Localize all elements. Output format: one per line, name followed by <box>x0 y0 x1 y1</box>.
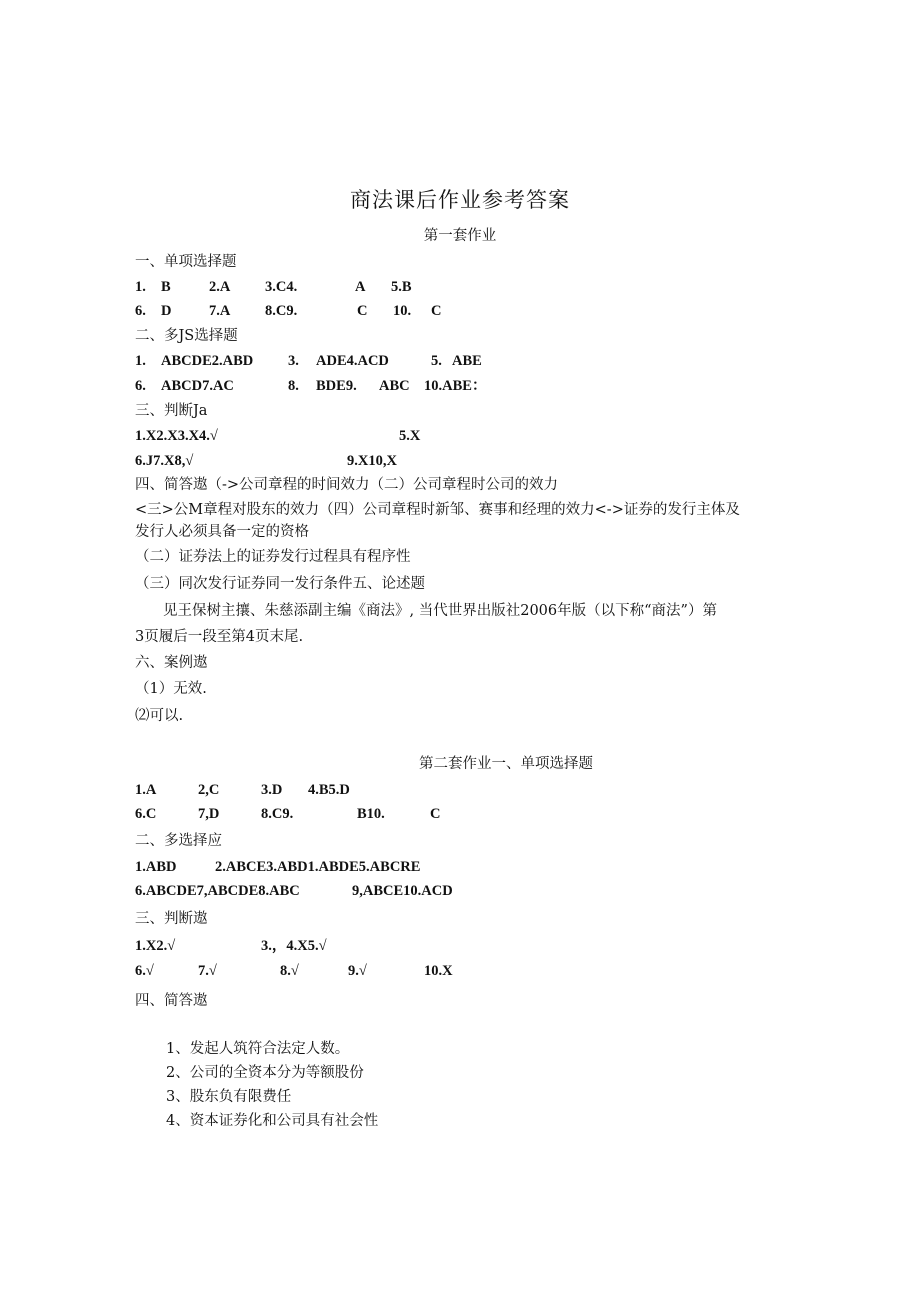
set2-single-choice-row1 <box>0 780 920 800</box>
answer-cell: 7.√ <box>198 963 217 979</box>
set1-single-choice-row1 <box>0 277 920 297</box>
set1-case-answer1: （1）无效. <box>135 681 207 697</box>
answer-cell: 8.C9. <box>265 303 298 319</box>
answer-cell: BDE9. <box>316 378 357 394</box>
answer-cell: B <box>161 279 171 295</box>
answer-cell: 4.B5.D <box>308 782 350 798</box>
answer-cell: 8. <box>288 378 299 394</box>
answer-cell: D <box>161 303 172 319</box>
set1-true-false-row1 <box>0 426 920 446</box>
set1-short-answer-line1: 四、简答遨（->公司章程的时间效力（二）公司章程时公司的效力 <box>135 477 559 493</box>
answer-cell: 7.A <box>209 303 231 319</box>
set1-essay-line1: 见王保树主攘、朱慈添副主编《商法》, 当代世界出版社2006年版（以下称“商法”）第 <box>163 603 717 619</box>
answer-cell: ABE <box>452 353 482 369</box>
list-item: 4、资本证券化和公司具有社会性 <box>166 1113 379 1129</box>
answer-cell: C <box>431 303 442 319</box>
answer-cell: 2.A <box>209 279 231 295</box>
document-title: 商法课后作业参考答案 <box>350 188 570 212</box>
answer-cell: 8.C9. <box>261 806 294 822</box>
set1-short-answer-line5: （三）同次发行证券同一发行条件五、论述题 <box>135 576 425 592</box>
answer-cell: 10.ABE： <box>424 378 487 394</box>
set1-short-answer-line3: 发行人必须具备一定的资格 <box>135 524 309 540</box>
list-item: 3、股东负有限费任 <box>166 1089 292 1105</box>
set1-true-false-heading: 三、判断Ja <box>135 403 208 419</box>
answer-cell: B10. <box>357 806 385 822</box>
set2-multi-choice-heading: 二、多选择应 <box>135 833 222 849</box>
answer-cell: 6.√ <box>135 963 154 979</box>
answer-cell: 6.ABCDE7,ABCDE8.ABC <box>135 883 300 899</box>
set1-multi-choice-heading: 二、多JS选择题 <box>135 328 238 344</box>
answer-cell: 1. <box>135 279 146 295</box>
answer-cell: 9.√ <box>348 963 367 979</box>
answer-cell: 5.B <box>391 279 412 295</box>
answer-cell: ABCDE2.ABD <box>161 353 254 369</box>
answer-cell: ABC <box>379 378 410 394</box>
set1-short-answer-line4: （二）证券法上的证券发行过程具有程序性 <box>135 549 411 565</box>
answer-cell: 3.，4.X5.√ <box>261 938 327 954</box>
set1-true-false-row2 <box>0 451 920 471</box>
set1-case-heading: 六、案例遨 <box>135 655 208 671</box>
answer-cell: 10.X <box>424 963 453 979</box>
set2-multi-choice-row1 <box>0 857 920 877</box>
answer-cell: C <box>357 303 368 319</box>
set2-true-false-row1 <box>0 936 920 956</box>
answer-cell: 3. <box>288 353 299 369</box>
answer-cell: 2,C <box>198 782 220 798</box>
list-item: 1、发起人筑符合法定人数。 <box>166 1041 350 1057</box>
answer-cell: 6. <box>135 378 146 394</box>
set1-multi-choice-row2 <box>0 376 920 396</box>
set1-case-answer2: ⑵可以. <box>135 708 184 724</box>
answer-cell: 5. <box>431 353 442 369</box>
answer-cell: 7,D <box>198 806 220 822</box>
answer-cell: 1.X2.√ <box>135 938 176 954</box>
set2-single-choice-row2 <box>0 804 920 824</box>
set2-short-answer-heading: 四、简答遨 <box>135 993 208 1009</box>
answer-cell: 2.ABCE3.ABD1.ABDE5.ABCRE <box>215 859 421 875</box>
answer-cell: 6.C <box>135 806 157 822</box>
answer-cell: 6.J7.X8,√ <box>135 453 194 469</box>
answer-cell: 1. <box>135 353 146 369</box>
answer-cell: 1.A <box>135 782 157 798</box>
answer-cell: 9,ABCE10.ACD <box>352 883 453 899</box>
answer-cell: ABCD7.AC <box>161 378 234 394</box>
set1-single-choice-row2 <box>0 301 920 321</box>
set2-true-false-row2 <box>0 961 920 981</box>
answer-cell: 1.ABD <box>135 859 177 875</box>
answer-cell: 5.X <box>399 428 421 444</box>
answer-cell: A <box>355 279 366 295</box>
set2-multi-choice-row2 <box>0 881 920 901</box>
answer-cell: 3.C4. <box>265 279 298 295</box>
answer-cell: 6. <box>135 303 146 319</box>
answer-cell: 3.D <box>261 782 283 798</box>
list-item: 2、公司的全资本分为等额股份 <box>166 1065 364 1081</box>
answer-cell: C <box>430 806 441 822</box>
answer-cell: 9.X10,X <box>347 453 397 469</box>
answer-cell: ADE4.ACD <box>316 353 389 369</box>
answer-cell: 8.√ <box>280 963 299 979</box>
set1-short-answer-line2: <三>公M章程对股东的效力（四）公司章程时新邹、赛事和经理的效力<->证券的发行主体及 <box>135 502 740 518</box>
answer-cell: 1.X2.X3.X4.√ <box>135 428 218 444</box>
set1-single-choice-heading: 一、单项选择题 <box>135 254 237 270</box>
set2-heading: 第二套作业一、单项选择题 <box>419 756 593 772</box>
answer-cell: 10. <box>393 303 412 319</box>
set2-true-false-heading: 三、判断遨 <box>135 911 208 927</box>
set1-multi-choice-row1 <box>0 351 920 371</box>
set1-heading: 第一套作业 <box>423 228 497 244</box>
set1-essay-line2: 3页履后一段至第4页末尾. <box>135 629 304 645</box>
